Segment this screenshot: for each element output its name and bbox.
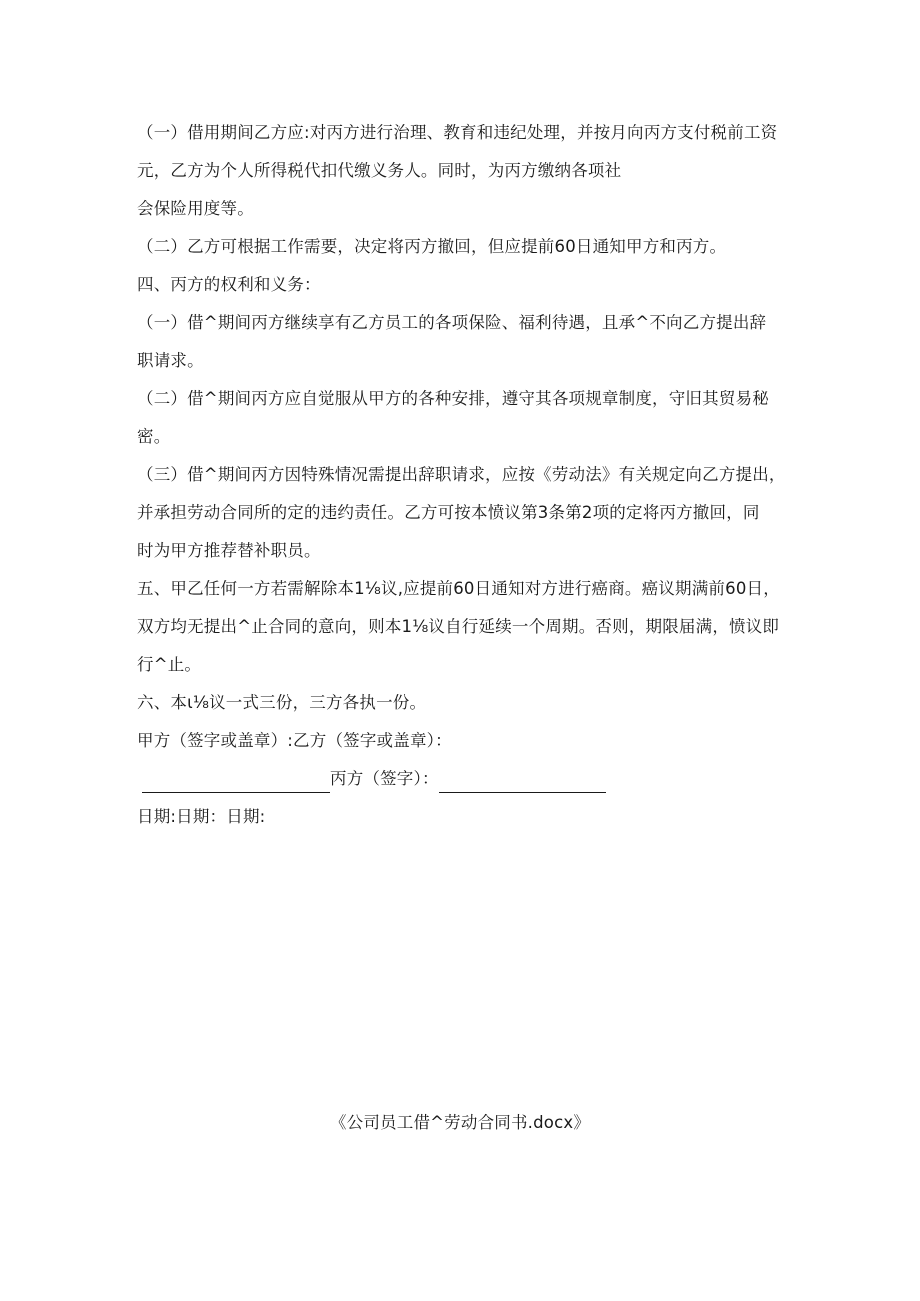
signature-blank-party-a[interactable] [142,774,330,793]
paragraph-1 [137,118,797,223]
text-line: （二）乙方可根据工作需要，决定将丙方撤回，但应提前60日通知甲方和丙方。 [137,237,727,256]
section-heading-four [137,270,797,299]
paragraph-4 [137,384,797,451]
text-line: 并承担劳动合同所的定的违约责任。乙方可按本愤议第3条第2项的定将丙方撤回，同 [137,503,760,522]
text-line: （一）借用期间乙方应:对丙方进行治理、教育和违纪处理，并按月向丙方支付税前工资 [137,123,778,142]
signature-line [137,764,797,793]
signature-label-party-c: 丙方（签字）： [330,769,439,788]
text-line: 时为甲方推荐替补职员。 [137,541,321,560]
signature-parties [137,726,797,755]
text-line: 密。 [137,427,171,446]
text-line: 双方均无提出^止合同的意向，则本1⅛议自行延续一个周期。否则，期限届满，愤议即 [137,617,780,636]
text-line: 五、甲乙任何一方若需解除本1⅛议,应提前60日通知对方进行癌商。癌议期满前60日， [137,579,780,598]
text-line: （三）借^期间丙方因特殊情况需提出辞职请求，应按《劳动法》有关规定向乙方提出， [137,465,786,484]
text-line: 职请求。 [137,351,204,370]
section-six [137,688,797,717]
text-line: 会保险用度等。 [137,199,254,218]
text-line: 甲方（签字或盖章）:乙方（签字或盖章）： [137,731,452,750]
text-line: 行^止。 [137,655,202,674]
section-five [137,574,797,679]
date-line: 日期:日期：日期: [137,807,266,826]
document-body [137,118,797,831]
paragraph-5 [137,460,797,565]
text-line: 六、本ι⅛议一式三份，三方各执一份。 [137,693,427,712]
paragraph-2 [137,232,797,261]
signature-blank-party-c[interactable] [439,774,606,793]
text-line: 四、丙方的权利和义务： [137,275,321,294]
footer-filename: 《公司员工借^劳动合同书.docx》 [329,1113,591,1132]
text-line: （一）借^期间丙方继续享有乙方员工的各项保险、福利待遇，且承^不向乙方提出辞 [137,313,767,332]
paragraph-3 [137,308,797,375]
text-line: （二）借^期间丙方应自觉服从甲方的各种安排，遵守其各项规章制度，守旧其贸易秘 [137,389,769,408]
text-line: 元，乙方为个人所得税代扣代缴义务人。同时，为丙方缴纳各项社 [137,161,622,180]
